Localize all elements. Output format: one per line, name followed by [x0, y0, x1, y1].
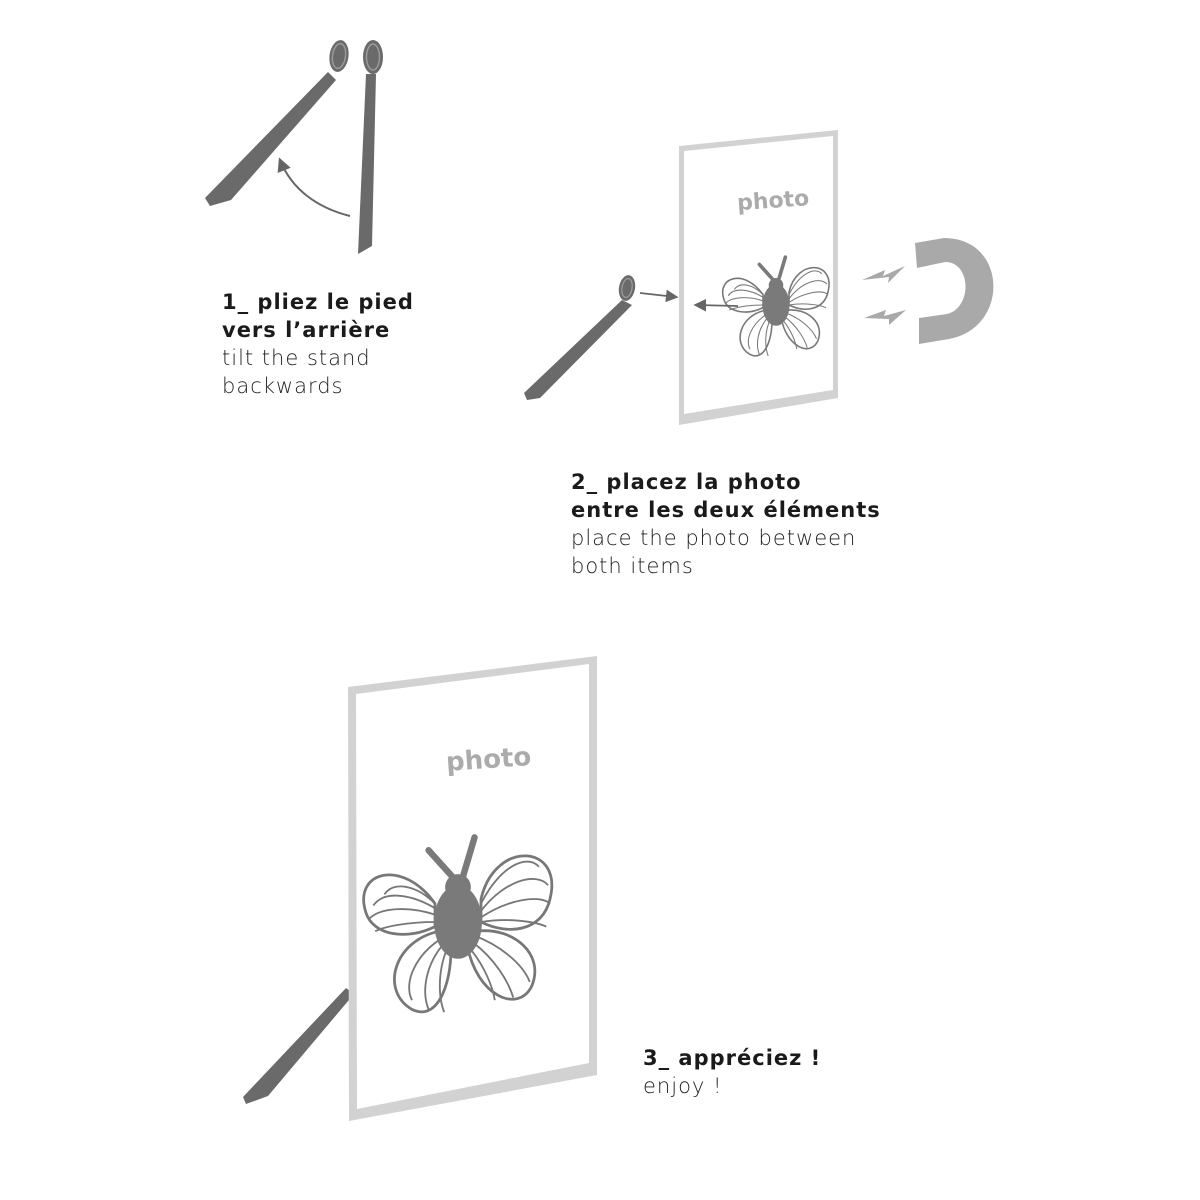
step3-fr-line1: 3_ appréciez !	[643, 1046, 822, 1070]
step3-illustration	[243, 656, 597, 1121]
tilted-stand-icon	[205, 39, 351, 206]
step2-en-line1: place the photo between	[571, 526, 857, 550]
step2-illustration	[524, 130, 993, 425]
step2-caption	[571, 468, 881, 580]
arrow-to-photo-icon	[640, 293, 676, 297]
step2-fr-line2: entre les deux éléments	[571, 498, 881, 522]
photo-label-large: photo	[445, 742, 533, 778]
stand-leg-icon	[243, 988, 354, 1104]
tilt-arrow-icon	[280, 160, 350, 216]
step1-fr-line1: 1_ pliez le pied	[222, 290, 414, 314]
spark-top-icon	[862, 266, 905, 283]
step3-caption	[643, 1044, 821, 1100]
step3-en-line1: enjoy !	[643, 1074, 723, 1098]
arrow-from-magnet-icon	[696, 305, 738, 306]
photo-label-small: photo	[736, 186, 811, 217]
spark-bottom-icon	[864, 310, 906, 325]
photo-card-large	[348, 656, 597, 1121]
step1-fr-line2: vers l’arrière	[222, 318, 391, 342]
stand-head-icon	[524, 274, 637, 400]
photo-card-small	[679, 130, 838, 425]
upright-stand-icon	[358, 40, 383, 254]
step1-illustration	[205, 39, 383, 254]
step1-en-line2: backwards	[222, 374, 344, 398]
magnet-icon	[862, 238, 993, 344]
step1-en-line1: tilt the stand	[222, 346, 371, 370]
step1-caption	[222, 288, 414, 400]
step2-en-line2: both items	[571, 554, 694, 578]
step2-fr-line1: 2_ placez la photo	[571, 470, 802, 494]
